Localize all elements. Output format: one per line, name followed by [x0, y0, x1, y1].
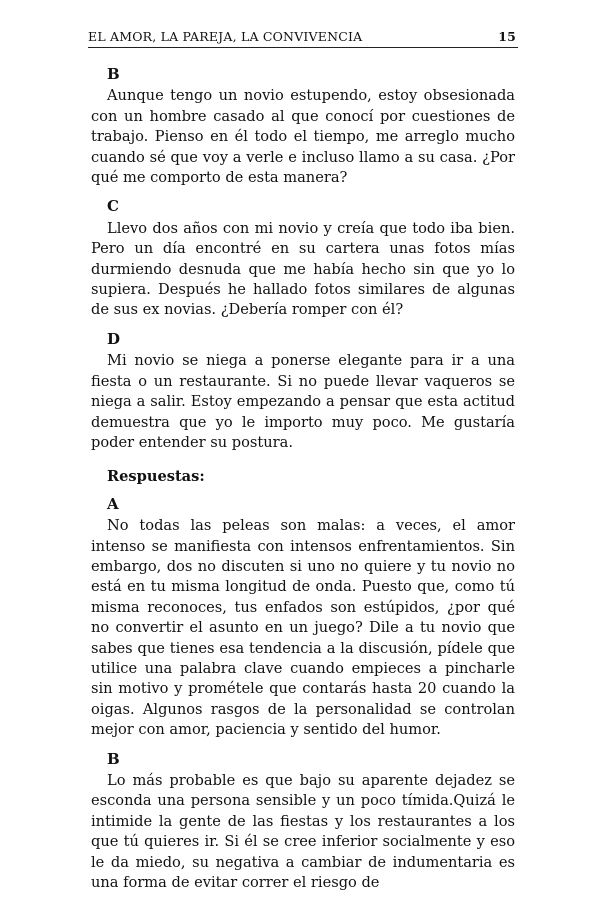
question-letter: C	[107, 197, 119, 216]
page-number: 15	[498, 29, 516, 44]
question-letter: D	[107, 329, 121, 348]
question-block-c	[91, 196, 515, 320]
question-block-b	[91, 64, 515, 188]
page-body	[91, 64, 515, 901]
answer-block-a	[91, 494, 515, 741]
answer-text: Lo más probable es que bajo su aparente dejadez se esconda una persona sensible y un poco tímida.Quizá le intimide la gente de las fiestas y los restaurantes a los que tú quieres ir. Si él se cree inferior socialmente y eso le da miedo, su negativa a cambiar de indumentaria es una forma de evitar correr el riesgo de	[91, 772, 515, 892]
answer-block-b	[91, 749, 515, 894]
answer-letter: A	[107, 494, 119, 513]
answer-text: No todas las peleas son malas: a veces, el amor intenso se manifiesta con intensos enfrentamientos. Sin embargo, dos no discuten si uno no quiere y tu novio no está en tu misma longitud de onda. Puesto que, como tú misma reconoces, tus enfados son estúpidos, ¿por qué no convertir el asunto en un juego? Dile a tu novio que sabes que tienes esa tendencia a la discusión, pídele que utilice una palabra clave cuando empieces a pincharle sin motivo y prométele que contarás hasta 20 cuando la oigas. Algunos rasgos de la personalidad se controlan mejor con amor, paciencia y sentido del humor.	[91, 517, 515, 739]
chapter-title: EL AMOR, LA PAREJA, LA CONVIVENCIA	[88, 29, 363, 44]
answer-letter: B	[107, 749, 120, 768]
running-header	[88, 29, 518, 48]
question-letter: B	[107, 65, 120, 83]
question-text: Mi novio se niega a ponerse elegante para ir a una fiesta o un restaurante. Si no puede llevar vaqueros se niega a salir. Estoy empezando a pensar que esta actitud demuestra que yo le importo muy poco. Me gustaría poder entender su postura.	[91, 352, 515, 451]
answers-heading: Respuestas:	[107, 468, 205, 486]
question-block-d	[91, 329, 515, 453]
question-text: Aunque tengo un novio estupendo, estoy obsesionada con un hombre casado al que conocí por cuestiones de trabajo. Pienso en él todo el tiempo, me arreglo mucho cuando sé que voy a verle e incluso llamo a su casa. ¿Por qué me comporto de esta manera?	[91, 87, 515, 187]
question-text: Llevo dos años con mi novio y creía que todo iba bien. Pero un día encontré en su cartera unas fotos mías durmiendo desnuda que me había hecho sin que yo lo supiera. Después he hallado fotos similares de algunas de sus ex novias. ¿Debería romper con él?	[91, 219, 515, 319]
